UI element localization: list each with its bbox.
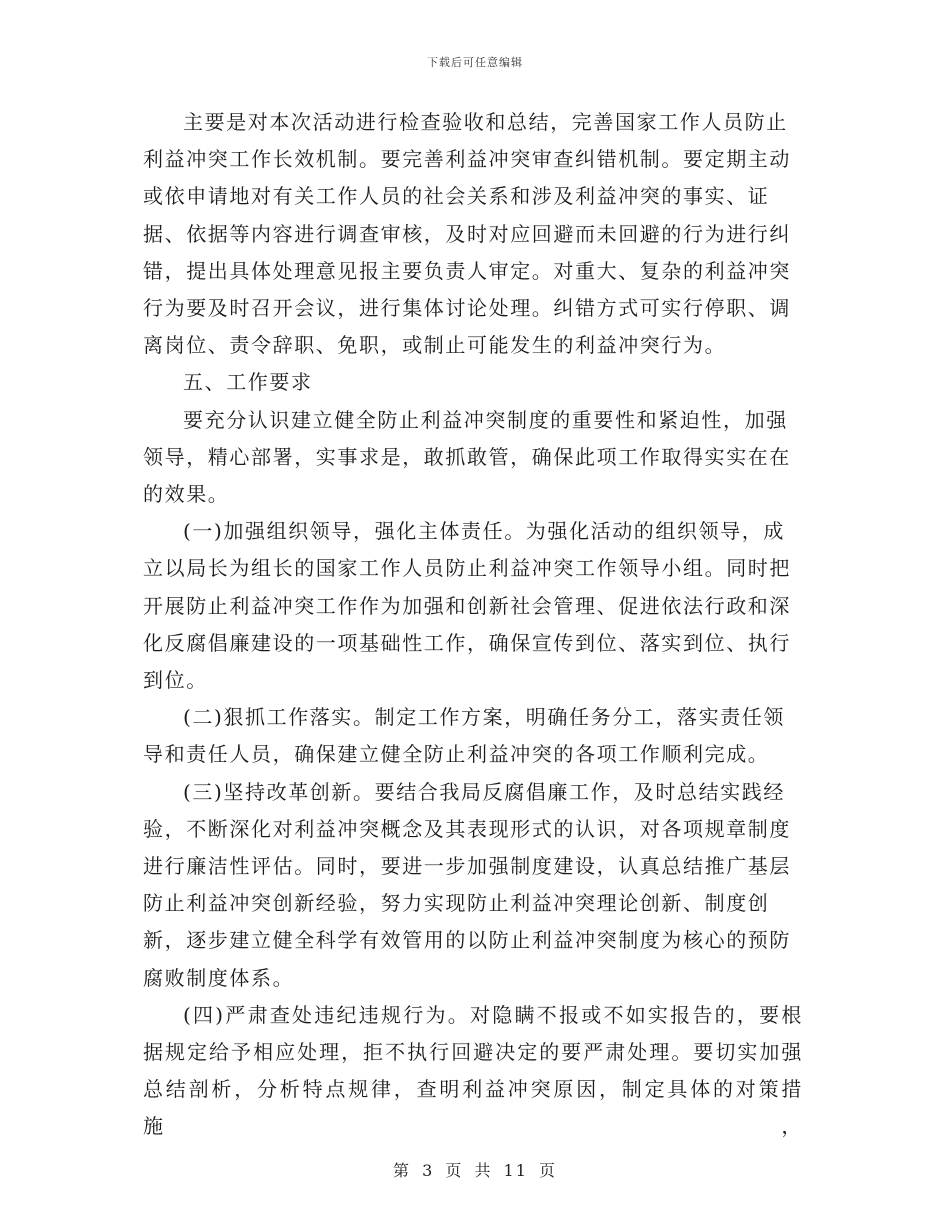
document-body [143, 104, 803, 1146]
paragraph-item-1: (一)加强组织领导，强化主体责任。为强化活动的组织领导，成立以局长为组长的国家工作人员防止利益冲突工作领导小组。同时把开展防止利益冲突工作作为加强和创新社会管理、促进依法行政和深化反腐倡廉建设的一项基础性工作，确保宣传到位、落实到位、执行到位。 [143, 519, 791, 693]
section-heading-work-requirements: 五、工作要求 [183, 370, 313, 395]
paragraph-item-2: (二)狠抓工作落实。制定工作方案，明确任务分工，落实责任领导和责任人员，确保建立健全防止利益冲突的各项工作顺利完成。 [143, 705, 786, 767]
paragraph-item-4: (四)严肃查处违纪违规行为。对隐瞒不报或不如实报告的，要根据规定给予相应处理，拒不执行回避决定的要严肃处理。要切实加强总结剖析，分析特点规律，查明利益冲突原因，制定具体的对策措施， [143, 1002, 803, 1139]
page-number-footer: 第 3 页 共 11 页 [393, 1161, 557, 1180]
paragraph-closing-stage: 主要是对本次活动进行检查验收和总结，完善国家工作人员防止利益冲突工作长效机制。要完善利益冲突审查纠错机制。要定期主动或依申请地对有关工作人员的社会关系和涉及利益冲突的事实、证据、依据等内容进行调查审核，及时对应回避而未回避的行为进行纠错，提出具体处理意见报主要负责人审定。对重大、复杂的利益冲突行为要及时召开会议，进行集体讨论处理。纠错方式可实行停职、调离岗位、责令辞职、免职，或制止可能发生的利益冲突行为。 [143, 110, 791, 358]
paragraph-requirements-intro: 要充分认识建立健全防止利益冲突制度的重要性和紧迫性，加强领导，精心部署，实事求是，敢抓敢管，确保此项工作取得实实在在的效果。 [143, 407, 791, 507]
page-header: 下载后可任意编辑 [427, 56, 523, 69]
paragraph-item-3: (三)坚持改革创新。要结合我局反腐倡廉工作，及时总结实践经验，不断深化对利益冲突概念及其表现形式的认识，对各项规章制度进行廉洁性评估。同时，要进一步加强制度建设，认真总结推广基层防止利益冲突创新经验，努力实现防止利益冲突理论创新、制度创新，逐步建立健全科学有效管用的以防止利益冲突制度为核心的预防腐败制度体系。 [143, 779, 791, 990]
